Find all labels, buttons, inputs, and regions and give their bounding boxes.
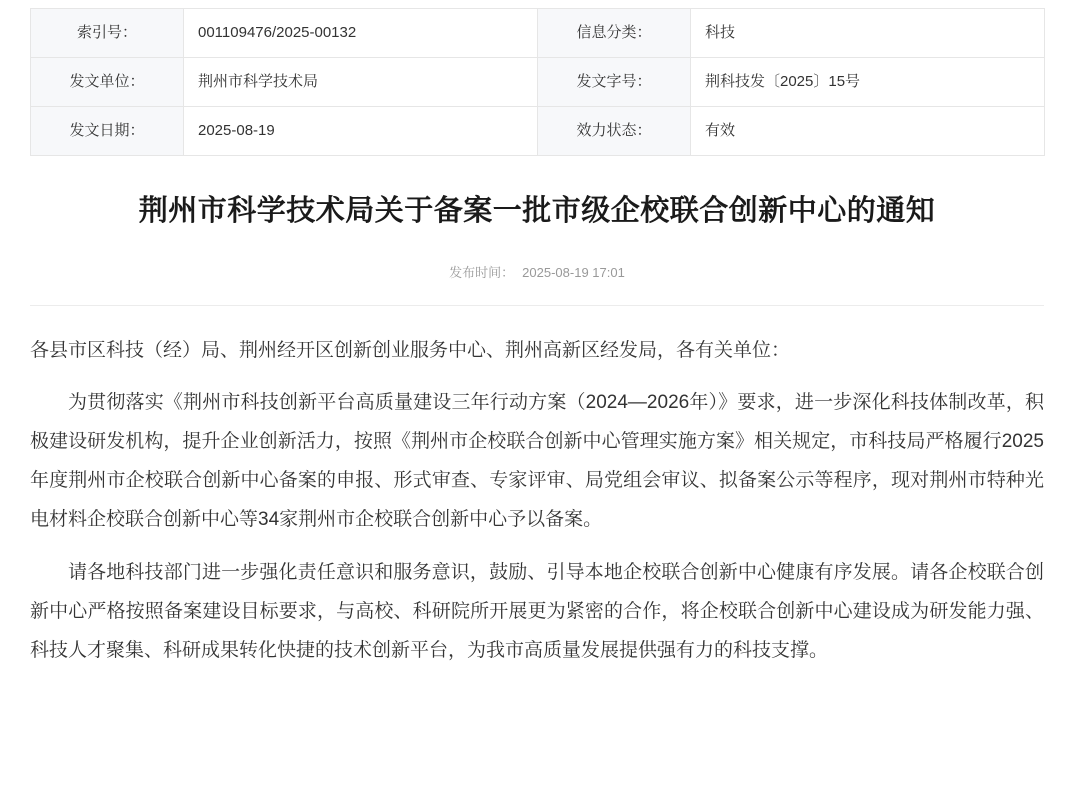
meta-value-document-number: 荆科技发〔2025〕15号 (691, 58, 1045, 107)
meta-value-issuing-unit: 荆州市科学技术局 (184, 58, 538, 107)
paragraph-body-1: 为贯彻落实《荆州市科技创新平台高质量建设三年行动方案（2024—2026年）》要求，进一步深化科技体制改革，积极建设研发机构，提升企业创新活力，按照《荆州市企校联合创新中心管理实施方案》相关规定，市科技局严格履行2025年度荆州市企校联合创新中心备案的申报、形式审查、专家评审、局党组会审议、拟备案公示等程序，现对荆州市特种光电材料企校联合创新中心等34家荆州市企校联合创新中心予以备案。 (30, 392, 1044, 531)
publish-time-label: 发布时间： (449, 264, 515, 280)
meta-label-index-number: 索引号： (31, 9, 184, 58)
meta-label-info-category: 信息分类： (538, 9, 691, 58)
meta-label-document-number: 发文字号： (538, 58, 691, 107)
metadata-table (30, 8, 1045, 156)
paragraph-salutation: 各县市区科技（经）局、荆州经开区创新创业服务中心、荆州高新区经发局，各有关单位： (30, 339, 791, 361)
meta-value-index-number: 001109476/2025-00132 (184, 9, 538, 58)
meta-value-issue-date: 2025-08-19 (184, 107, 538, 156)
meta-value-info-category: 科技 (691, 9, 1045, 58)
table-row (31, 9, 1045, 58)
table-row (31, 58, 1045, 107)
meta-label-validity-status: 效力状态： (538, 107, 691, 156)
page-title: 荆州市科学技术局关于备案一批市级企校联合创新中心的通知 (138, 195, 936, 227)
paragraph-body-2: 请各地科技部门进一步强化责任意识和服务意识，鼓励、引导本地企校联合创新中心健康有序发展。请各企校联合创新中心严格按照备案建设目标要求，与高校、科研院所开展更为紧密的合作，将企校联合创新中心建设成为研发能力强、科技人才聚集、科研成果转化快捷的技术创新平台，为我市高质量发展提供强有力的科技支撑。 (30, 562, 1044, 662)
article-body (0, 306, 1074, 726)
meta-label-issuing-unit: 发文单位： (31, 58, 184, 107)
meta-value-validity-status: 有效 (691, 107, 1045, 156)
metadata-table-wrapper (0, 0, 1074, 156)
title-block (0, 156, 1074, 281)
publish-time-value: 2025-08-19 17:01 (522, 264, 625, 280)
meta-label-issue-date: 发文日期： (31, 107, 184, 156)
publish-info (60, 262, 1014, 281)
table-row (31, 107, 1045, 156)
